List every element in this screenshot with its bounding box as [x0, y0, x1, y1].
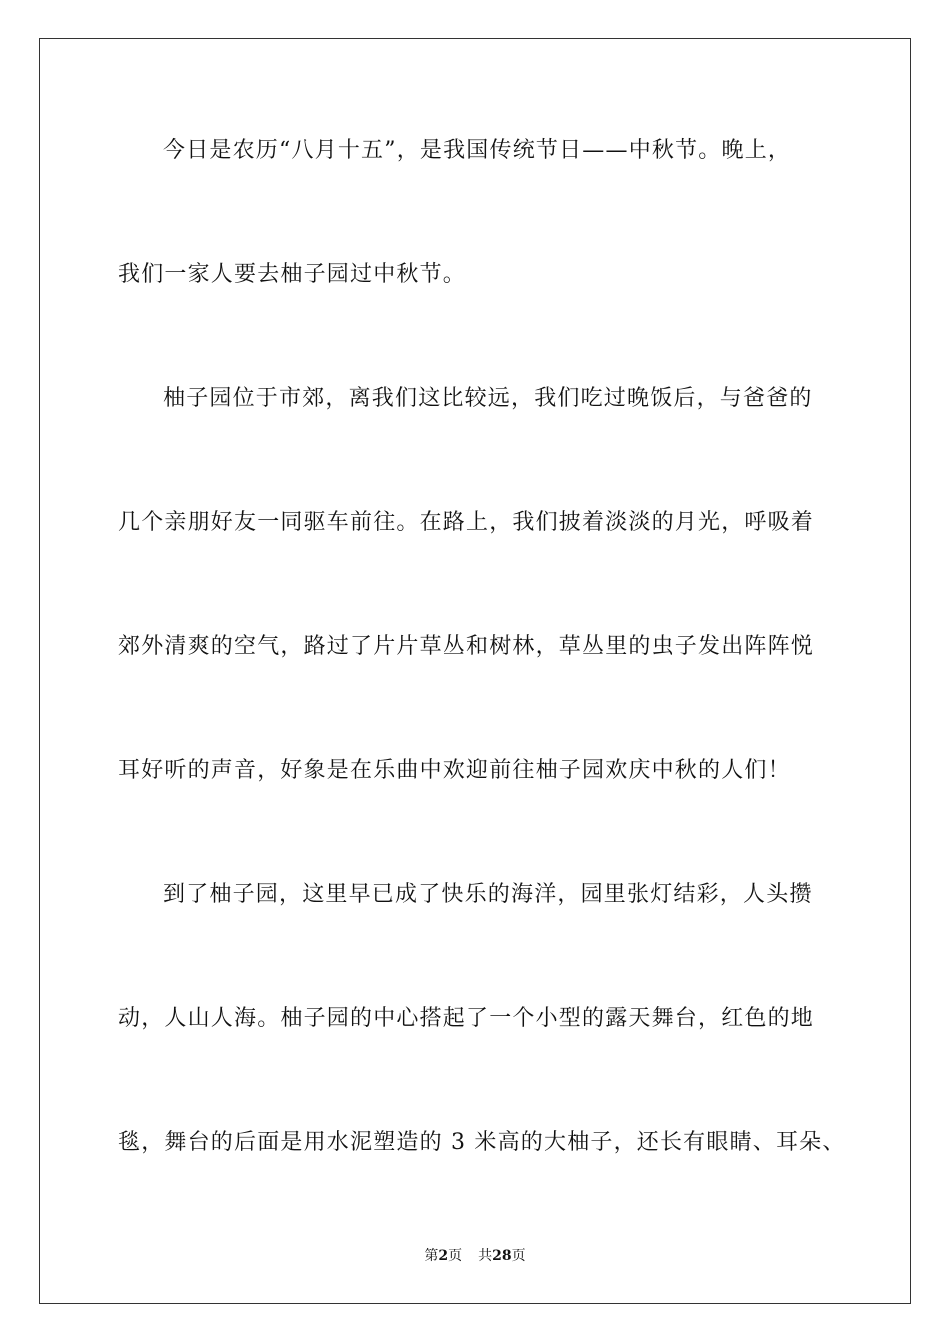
text-line-1: 今日是农历“八月十五”，是我国传统节日——中秋节。晚上， — [163, 138, 792, 163]
footer-total-suffix: 页 — [511, 1248, 526, 1264]
footer-page-number: 2 — [438, 1248, 449, 1264]
text-line-4: 几个亲朋好友一同驱车前往。在路上，我们披着淡淡的月光，呼吸着 — [118, 510, 815, 535]
footer-page-suffix: 页 — [448, 1248, 463, 1264]
text-line-3: 柚子园位于市郊，离我们这比较远，我们吃过晚饭后，与爸爸的 — [163, 386, 813, 411]
text-line-9: 毯，舞台的后面是用水泥塑造的 3 米高的大柚子，还长有眼睛、耳朵、 — [118, 1130, 846, 1155]
text-line-5: 郊外清爽的空气，路过了片片草丛和树林，草丛里的虫子发出阵阵悦 — [118, 634, 815, 659]
page-frame — [39, 38, 911, 1304]
footer-total-prefix: 共 — [478, 1248, 493, 1264]
text-line-8: 动，人山人海。柚子园的中心搭起了一个小型的露天舞台，红色的地 — [118, 1006, 815, 1031]
footer-total-number: 28 — [492, 1248, 512, 1264]
text-line-6: 耳好听的声音，好象是在乐曲中欢迎前往柚子园欢庆中秋的人们！ — [118, 758, 791, 783]
text-line-2: 我们一家人要去柚子园过中秋节。 — [118, 262, 467, 287]
text-line-7: 到了柚子园，这里早已成了快乐的海洋，园里张灯结彩，人头攒 — [163, 882, 813, 907]
footer-page-prefix: 第 — [424, 1248, 439, 1264]
page-footer — [0, 1246, 950, 1266]
